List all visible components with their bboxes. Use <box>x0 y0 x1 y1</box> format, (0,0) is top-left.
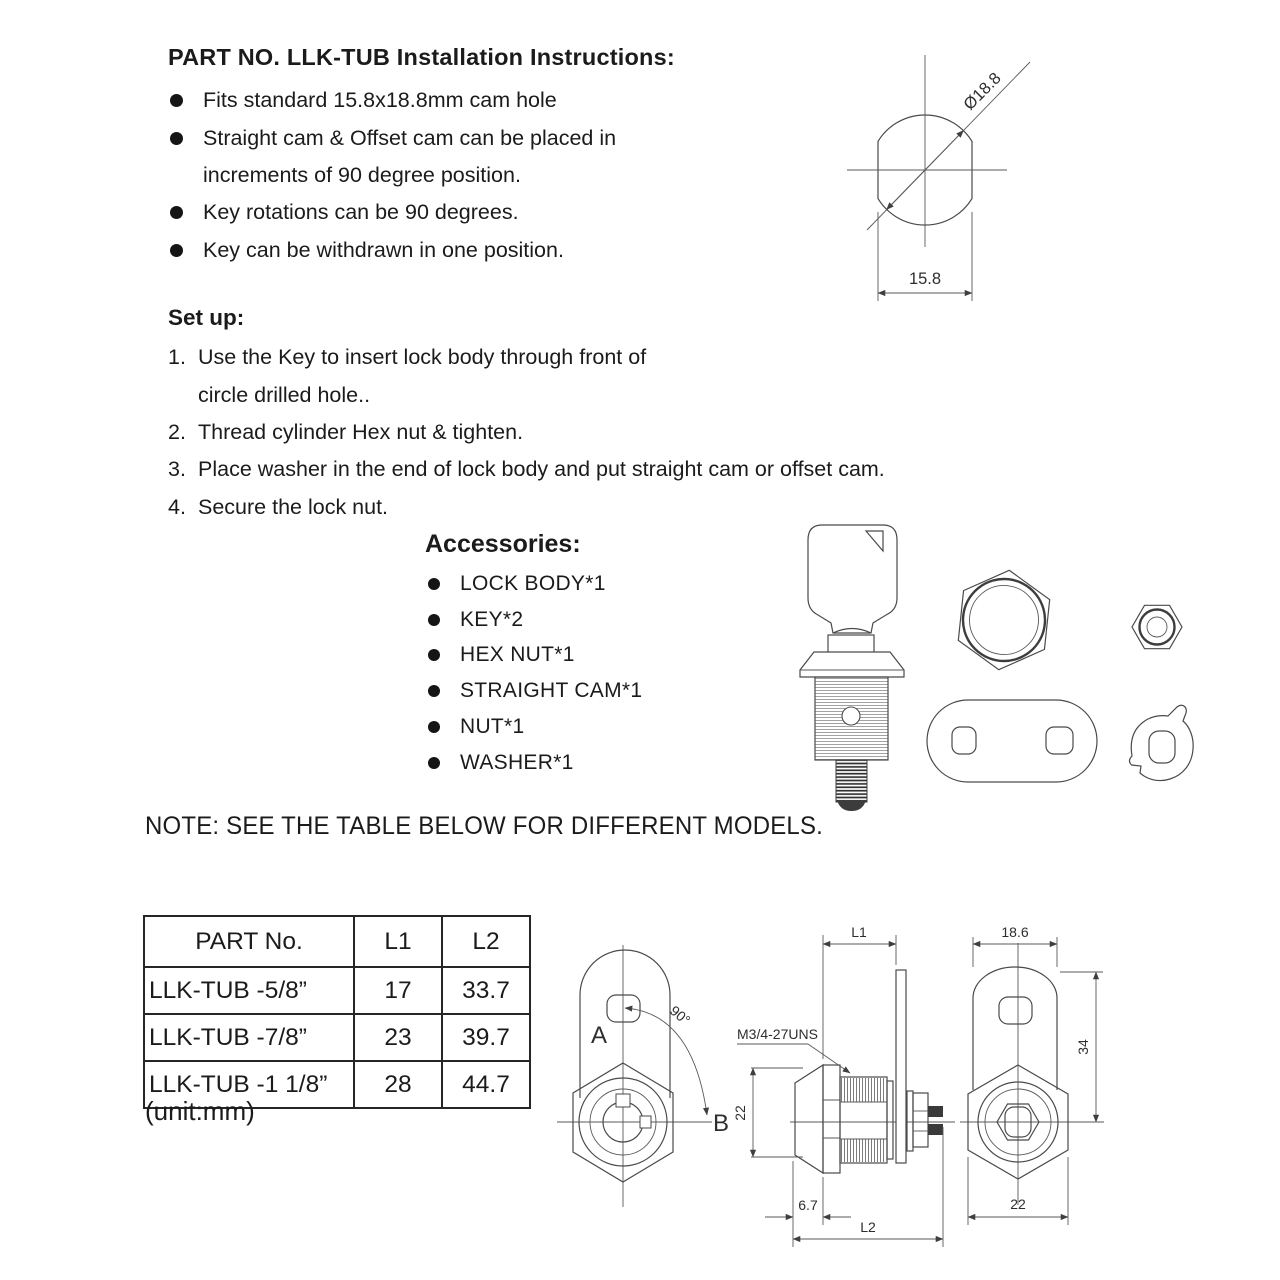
diameter-label: Ø18.8 <box>960 69 1005 114</box>
hex-nut-drawing <box>956 566 1053 675</box>
accessory-text: HEX NUT*1 <box>460 643 575 667</box>
accessories-list <box>428 566 642 781</box>
l1-label: L1 <box>851 924 867 940</box>
setup-step <box>168 489 885 526</box>
cam-hole-diagram <box>840 35 1060 305</box>
setup-step <box>168 414 885 451</box>
feature-text: Straight cam & Offset cam can be placed in <box>203 125 617 150</box>
bullet-icon <box>428 578 440 590</box>
small-nut-drawing <box>1132 605 1182 648</box>
accessory-item <box>428 638 642 674</box>
feature-text: Key can be withdrawn in one position. <box>203 237 564 262</box>
feature-item <box>170 194 616 231</box>
diameter-dimension <box>867 62 1030 230</box>
feature-list <box>170 82 616 269</box>
bullet-icon <box>170 94 183 107</box>
step-number: 1. <box>168 345 186 370</box>
bullet-icon <box>170 244 183 257</box>
front-view-drawing <box>557 945 729 1207</box>
bezel-depth-label: 6.7 <box>798 1197 818 1213</box>
accessory-item <box>428 566 642 602</box>
accessory-text: NUT*1 <box>460 715 525 739</box>
cam-plate <box>896 970 906 1163</box>
hex-width-label: 22 <box>1010 1196 1026 1212</box>
accessory-text: WASHER*1 <box>460 750 574 774</box>
bullet-icon <box>170 132 183 145</box>
bullet-icon <box>428 685 440 697</box>
setup-step <box>168 339 885 376</box>
setup-step-continuation <box>168 376 885 413</box>
unit-note: (unit:mm) <box>145 1096 255 1126</box>
accessory-item <box>428 745 642 781</box>
cell-part: LLK-TUB -5/8” <box>144 967 354 1014</box>
step-number: 2. <box>168 419 186 444</box>
body-diameter-label: 22 <box>732 1105 748 1121</box>
bullet-icon <box>428 649 440 661</box>
feature-item <box>170 119 616 156</box>
rear-view-drawing <box>960 924 1104 1225</box>
table-row <box>144 967 530 1014</box>
col-header-part: PART No. <box>144 916 354 967</box>
l2-label: L2 <box>860 1219 876 1235</box>
washer-drawing <box>1129 705 1193 780</box>
key-and-lock-body-drawing <box>800 525 904 811</box>
bullet-icon <box>170 206 183 219</box>
rotation-angle-label: 90° <box>666 1002 694 1029</box>
models-table <box>143 915 531 1109</box>
accessory-item <box>428 602 642 638</box>
cell-l2: 39.7 <box>442 1014 530 1061</box>
table-header-row <box>144 916 530 967</box>
col-header-l1: L1 <box>354 916 442 967</box>
feature-text: Fits standard 15.8x18.8mm cam hole <box>203 88 557 113</box>
accessory-text: STRAIGHT CAM*1 <box>460 679 643 703</box>
straight-cam-drawing <box>927 700 1097 782</box>
width-label: 15.8 <box>908 270 942 288</box>
cell-l1: 23 <box>354 1014 442 1061</box>
feature-text: increments of 90 degree position. <box>203 162 521 187</box>
cell-l2: 44.7 <box>442 1061 530 1108</box>
cam-height-label: 34 <box>1075 1039 1091 1055</box>
feature-item <box>170 232 616 269</box>
cell-l1: 28 <box>354 1061 442 1108</box>
step-text: Secure the lock nut. <box>198 494 389 519</box>
feature-item-continuation <box>170 157 616 194</box>
cell-part: LLK-TUB -1 1/8” <box>144 1061 354 1108</box>
step-text: Thread cylinder Hex nut & tighten. <box>198 419 524 444</box>
setup-steps <box>168 339 885 526</box>
setup-step <box>168 451 885 488</box>
models-note: NOTE: SEE THE TABLE BELOW FOR DIFFERENT MODELS. <box>145 812 824 840</box>
feature-item <box>170 82 616 119</box>
dimension-diagram <box>555 895 1180 1255</box>
accessories-diagram <box>780 500 1240 830</box>
cell-l1: 17 <box>354 967 442 1014</box>
col-header-l2: L2 <box>442 916 530 967</box>
side-view-drawing <box>732 924 955 1247</box>
step-number: 3. <box>168 457 186 482</box>
cam-position-b-label: B <box>712 1110 730 1137</box>
feature-text: Key rotations can be 90 degrees. <box>203 200 519 225</box>
lock-body-hole <box>842 707 860 725</box>
cell-part: LLK-TUB -7/8” <box>144 1014 354 1061</box>
accessory-item <box>428 709 642 745</box>
setup-heading: Set up: <box>168 305 245 330</box>
cam-width-label: 18.6 <box>1001 924 1029 940</box>
table-row <box>144 1014 530 1061</box>
page-title: PART NO. LLK-TUB Installation Instructions: <box>168 44 675 70</box>
bullet-icon <box>428 757 440 769</box>
step-text: Place washer in the end of lock body and put straight cam or offset cam. <box>198 457 885 482</box>
step-text: Use the Key to insert lock body through front of <box>198 345 647 370</box>
accessory-text: LOCK BODY*1 <box>460 571 606 595</box>
cam-position-a-label: A <box>590 1022 608 1049</box>
cell-l2: 33.7 <box>442 967 530 1014</box>
thread-spec-label: M3/4-27UNS <box>737 1026 818 1042</box>
bullet-icon <box>428 614 440 626</box>
accessories-heading: Accessories: <box>425 530 581 558</box>
accessory-item <box>428 673 642 709</box>
accessory-text: KEY*2 <box>460 607 524 631</box>
bullet-icon <box>428 721 440 733</box>
step-number: 4. <box>168 494 186 519</box>
step-text: circle drilled hole.. <box>198 382 371 407</box>
